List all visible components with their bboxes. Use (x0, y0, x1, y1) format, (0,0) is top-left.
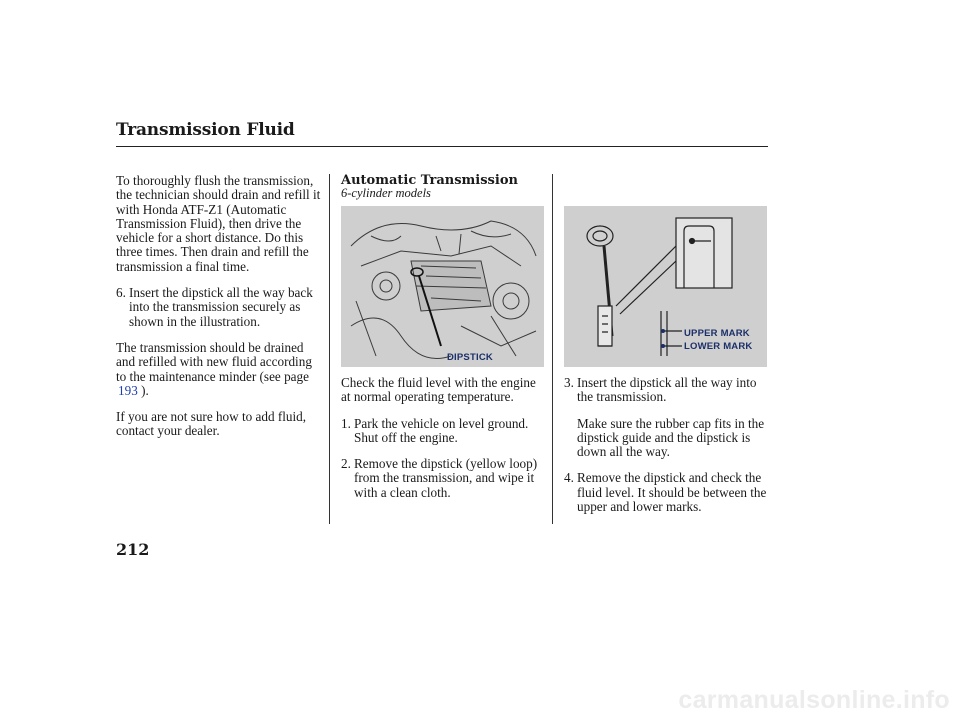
step-4 (564, 471, 770, 514)
dealer-paragraph: If you are not sure how to add fluid, contact your dealer. (116, 409, 307, 439)
step-text: Remove the dipstick and check the fluid level. It should be between the upper and lower marks. (577, 470, 767, 515)
watermark: carmanualsonline.info (678, 686, 950, 714)
step-3-note: Make sure the rubber cap fits in the dipstick guide and the dipstick is down all the way. (577, 415, 765, 460)
step-text: Insert the dipstick all the way back into the transmission securely as shown in the illustration. (129, 285, 313, 329)
page-number: 212 (116, 540, 150, 559)
step-number: 6. (116, 285, 126, 301)
title-divider (116, 146, 768, 147)
step-3 (564, 376, 770, 405)
dipstick-illustration (564, 206, 767, 367)
page-link[interactable]: 193 (118, 382, 138, 398)
engine-bay-illustration (341, 206, 544, 367)
section-subheading: Automatic Transmission (341, 173, 518, 188)
column-divider-left (329, 174, 330, 524)
step-number: 2. (341, 456, 351, 472)
temperature-paragraph: Check the fluid level with the engine at normal operating temperature. (341, 375, 536, 405)
step-number: 3. (564, 375, 574, 390)
step-text: Remove the dipstick (yellow loop) from the transmission, and wipe it with a clean cloth. (354, 456, 538, 500)
step-text: Park the vehicle on level ground. Shut off the engine. (354, 415, 529, 445)
flush-paragraph: To thoroughly flush the transmission, the technician should drain and refill it with Honda ATF-Z1 (Automatic Transmission Fluid), then drive the vehicle for a short distance. Do this three times. Then drain and refill the transmission a final time. (116, 173, 321, 274)
step-number: 1. (341, 415, 351, 431)
page-title: Transmission Fluid (116, 120, 295, 140)
step-1 (341, 417, 546, 446)
engine-drawing (341, 206, 544, 367)
lower-mark-caption: LOWER MARK (684, 341, 753, 352)
left-column (116, 174, 324, 451)
middle-column (341, 376, 546, 512)
models-note: 6-cylinder models (341, 186, 431, 200)
step-2 (341, 457, 546, 500)
dipstick-caption: DIPSTICK (447, 352, 493, 363)
maintenance-text-end: ). (137, 382, 149, 398)
maintenance-text: The transmission should be drained and refilled with new fluid according to the maintenance minder (see page (116, 339, 312, 384)
step-6 (116, 286, 324, 329)
column-divider-right (552, 174, 553, 524)
maintenance-paragraph (116, 341, 324, 398)
right-column (564, 376, 770, 526)
upper-mark-caption: UPPER MARK (684, 328, 750, 339)
step-text: Insert the dipstick all the way into the transmission. (577, 375, 757, 405)
step-number: 4. (564, 470, 574, 486)
